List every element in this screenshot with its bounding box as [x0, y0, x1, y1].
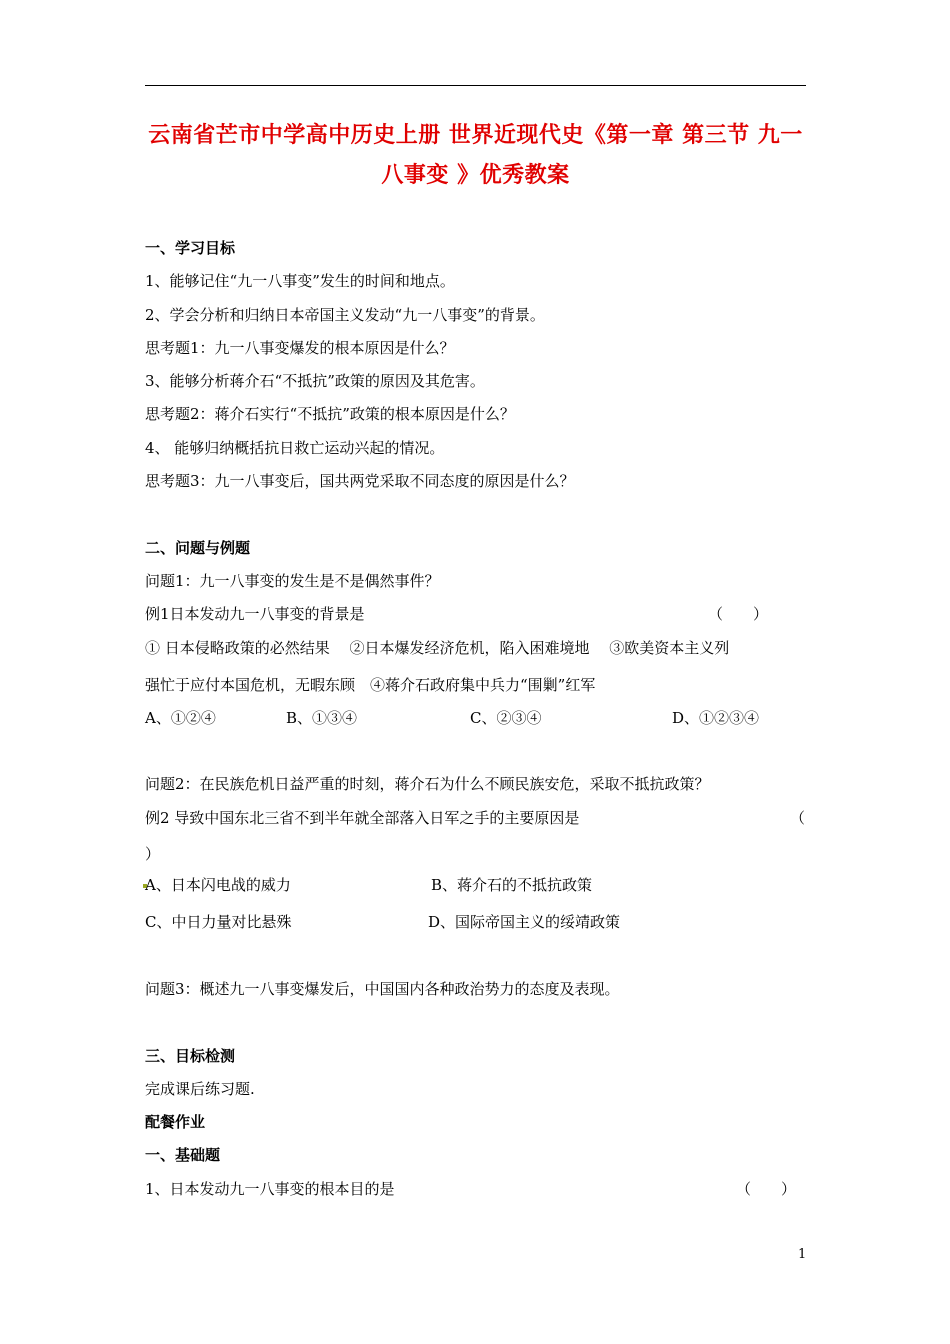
objective-item: 思考题2：蒋介石实行“不抵抗”政策的根本原因是什么？ [145, 405, 515, 423]
homework-q1-bracket: （ ） [736, 1180, 797, 1198]
option-d: D、①②③④ [672, 709, 760, 727]
objective-item: 思考题1：九一八事变爆发的根本原因是什么？ [145, 339, 455, 357]
example-2-bracket-open: （ [790, 809, 806, 827]
objective-item: 2、学会分析和归纳日本帝国主义发动“九一八事变”的背景。 [145, 306, 545, 324]
objective-item: 4、 能够归纳概括抗日救亡运动兴起的情况。 [145, 439, 445, 457]
section3-text: 完成课后练习题. [145, 1080, 255, 1098]
option-b: B、①③④ [286, 709, 358, 727]
example-1-line: 强忙于应付本国危机，无暇东顾 ④蒋介石政府集中兵力“围剿”红军 [145, 676, 596, 694]
option-a: A、①②④ [145, 709, 216, 727]
section1-heading: 一、学习目标 [145, 239, 236, 257]
header-rule [145, 85, 806, 86]
homework-question-1: 1、日本发动九一八事变的根本目的是 [145, 1180, 395, 1198]
objective-item: 3、能够分析蒋介石“不抵抗”政策的原因及其危害。 [145, 372, 485, 390]
question-3: 问题3：概述九一八事变爆发后，中国国内各种政治势力的态度及表现。 [145, 980, 620, 998]
section3-heading: 三、目标检测 [145, 1047, 236, 1065]
homework-subheading: 一、基础题 [145, 1146, 221, 1164]
example-1-bracket: （ ） [708, 605, 769, 623]
example-1-stem: 例1日本发动九一八事变的背景是 [145, 605, 365, 623]
example-2-bracket-close: ） [145, 845, 161, 863]
objective-item: 1、能够记住“九一八事变”发生的时间和地点。 [145, 272, 455, 290]
homework-heading: 配餐作业 [145, 1113, 206, 1131]
objective-item: 思考题3：九一八事变后，国共两党采取不同态度的原因是什么？ [145, 472, 575, 490]
example-1-line: ① 日本侵略政策的必然结果 ②日本爆发经济危机，陷入困难境地 ③欧美资本主义列 [145, 639, 730, 657]
option-c: C、中日力量对比悬殊 [145, 913, 292, 931]
option-b: B、蒋介石的不抵抗政策 [431, 876, 593, 894]
question-2: 问题2：在民族危机日益严重的时刻，蒋介石为什么不顾民族安危，采取不抵抗政策？ [145, 775, 710, 793]
page-title: 云南省芒市中学高中历史上册 世界近现代史《第一章 第三节 九一八事变 》优秀教案 [148, 123, 803, 188]
option-c: C、②③④ [470, 709, 542, 727]
question-1: 问题1：九一八事变的发生是不是偶然事件？ [145, 572, 440, 590]
section2-heading: 二、问题与例题 [145, 539, 251, 557]
option-a: A、日本闪电战的威力 [145, 876, 291, 894]
example-2-stem: 例2 导致中国东北三省不到半年就全部落入日军之手的主要原因是 [145, 809, 580, 827]
option-d: D、国际帝国主义的绥靖政策 [428, 913, 621, 931]
page-number: 1 [798, 1247, 807, 1262]
